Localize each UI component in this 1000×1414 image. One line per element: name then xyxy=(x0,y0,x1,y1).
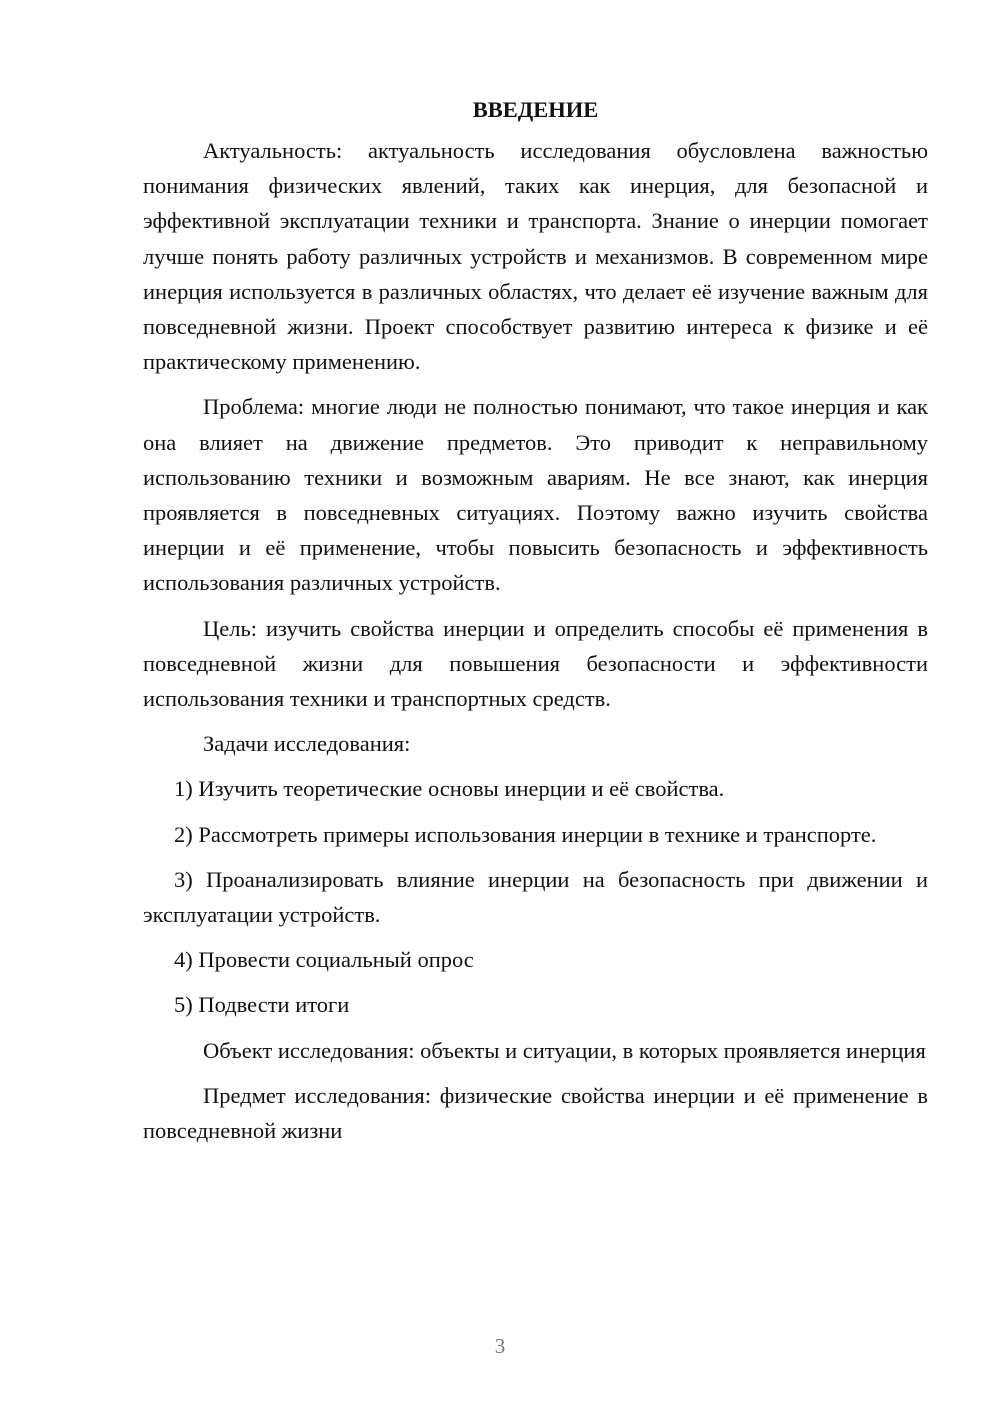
page-title: ВВЕДЕНИЕ xyxy=(472,97,599,122)
task-item-3: 3) Проанализировать влияние инерции на безопасность при движении и эксплуатации устройств. xyxy=(143,866,928,928)
document-page xyxy=(143,92,928,1148)
tasks-heading: Задачи исследования: xyxy=(203,731,411,757)
paragraph-problem: Проблема: многие люди не полностью понимают, что такое инерция и как она влияет на движение предметов. Это приводит к неправильному использованию техники и возможным авариям. Не все знают, как инерция проявляется в повседневных ситуациях. Поэтому важно изучить свойства инерции и её применение, чтобы повысить безопасность и эффективность использования различных устройств. xyxy=(143,394,928,596)
task-item-5: 5) Подвести итоги xyxy=(174,992,350,1018)
task-item-2: 2) Рассмотреть примеры использования инерции в технике и транспорте. xyxy=(174,821,877,847)
task-item-1: 1) Изучить теоретические основы инерции и её свойства. xyxy=(174,776,725,802)
page-number: 3 xyxy=(494,1334,506,1358)
paragraph-goal: Цель: изучить свойства инерции и определить способы её применения в повседневной жизни для повышения безопасности и эффективности использования техники и транспортных средств. xyxy=(143,615,928,712)
paragraph-object: Объект исследования: объекты и ситуации, в которых проявляется инерция xyxy=(203,1037,926,1063)
paragraph-subject: Предмет исследования: физические свойства инерции и её применение в повседневной жизни xyxy=(143,1082,928,1144)
paragraph-relevance: Актуальность: актуальность исследования обусловлена важностью понимания физических явлений, таких как инерция, для безопасной и эффективной эксплуатации техники и транспорта. Знание о инерции помогает лучше понять работу различных устройств и механизмов. В современном мире инерция используется в различных областях, что делает её изучение важным для повседневной жизни. Проект способствует развитию интереса к физике и её практическому применению. xyxy=(143,138,928,375)
task-item-4: 4) Провести социальный опрос xyxy=(174,947,474,973)
